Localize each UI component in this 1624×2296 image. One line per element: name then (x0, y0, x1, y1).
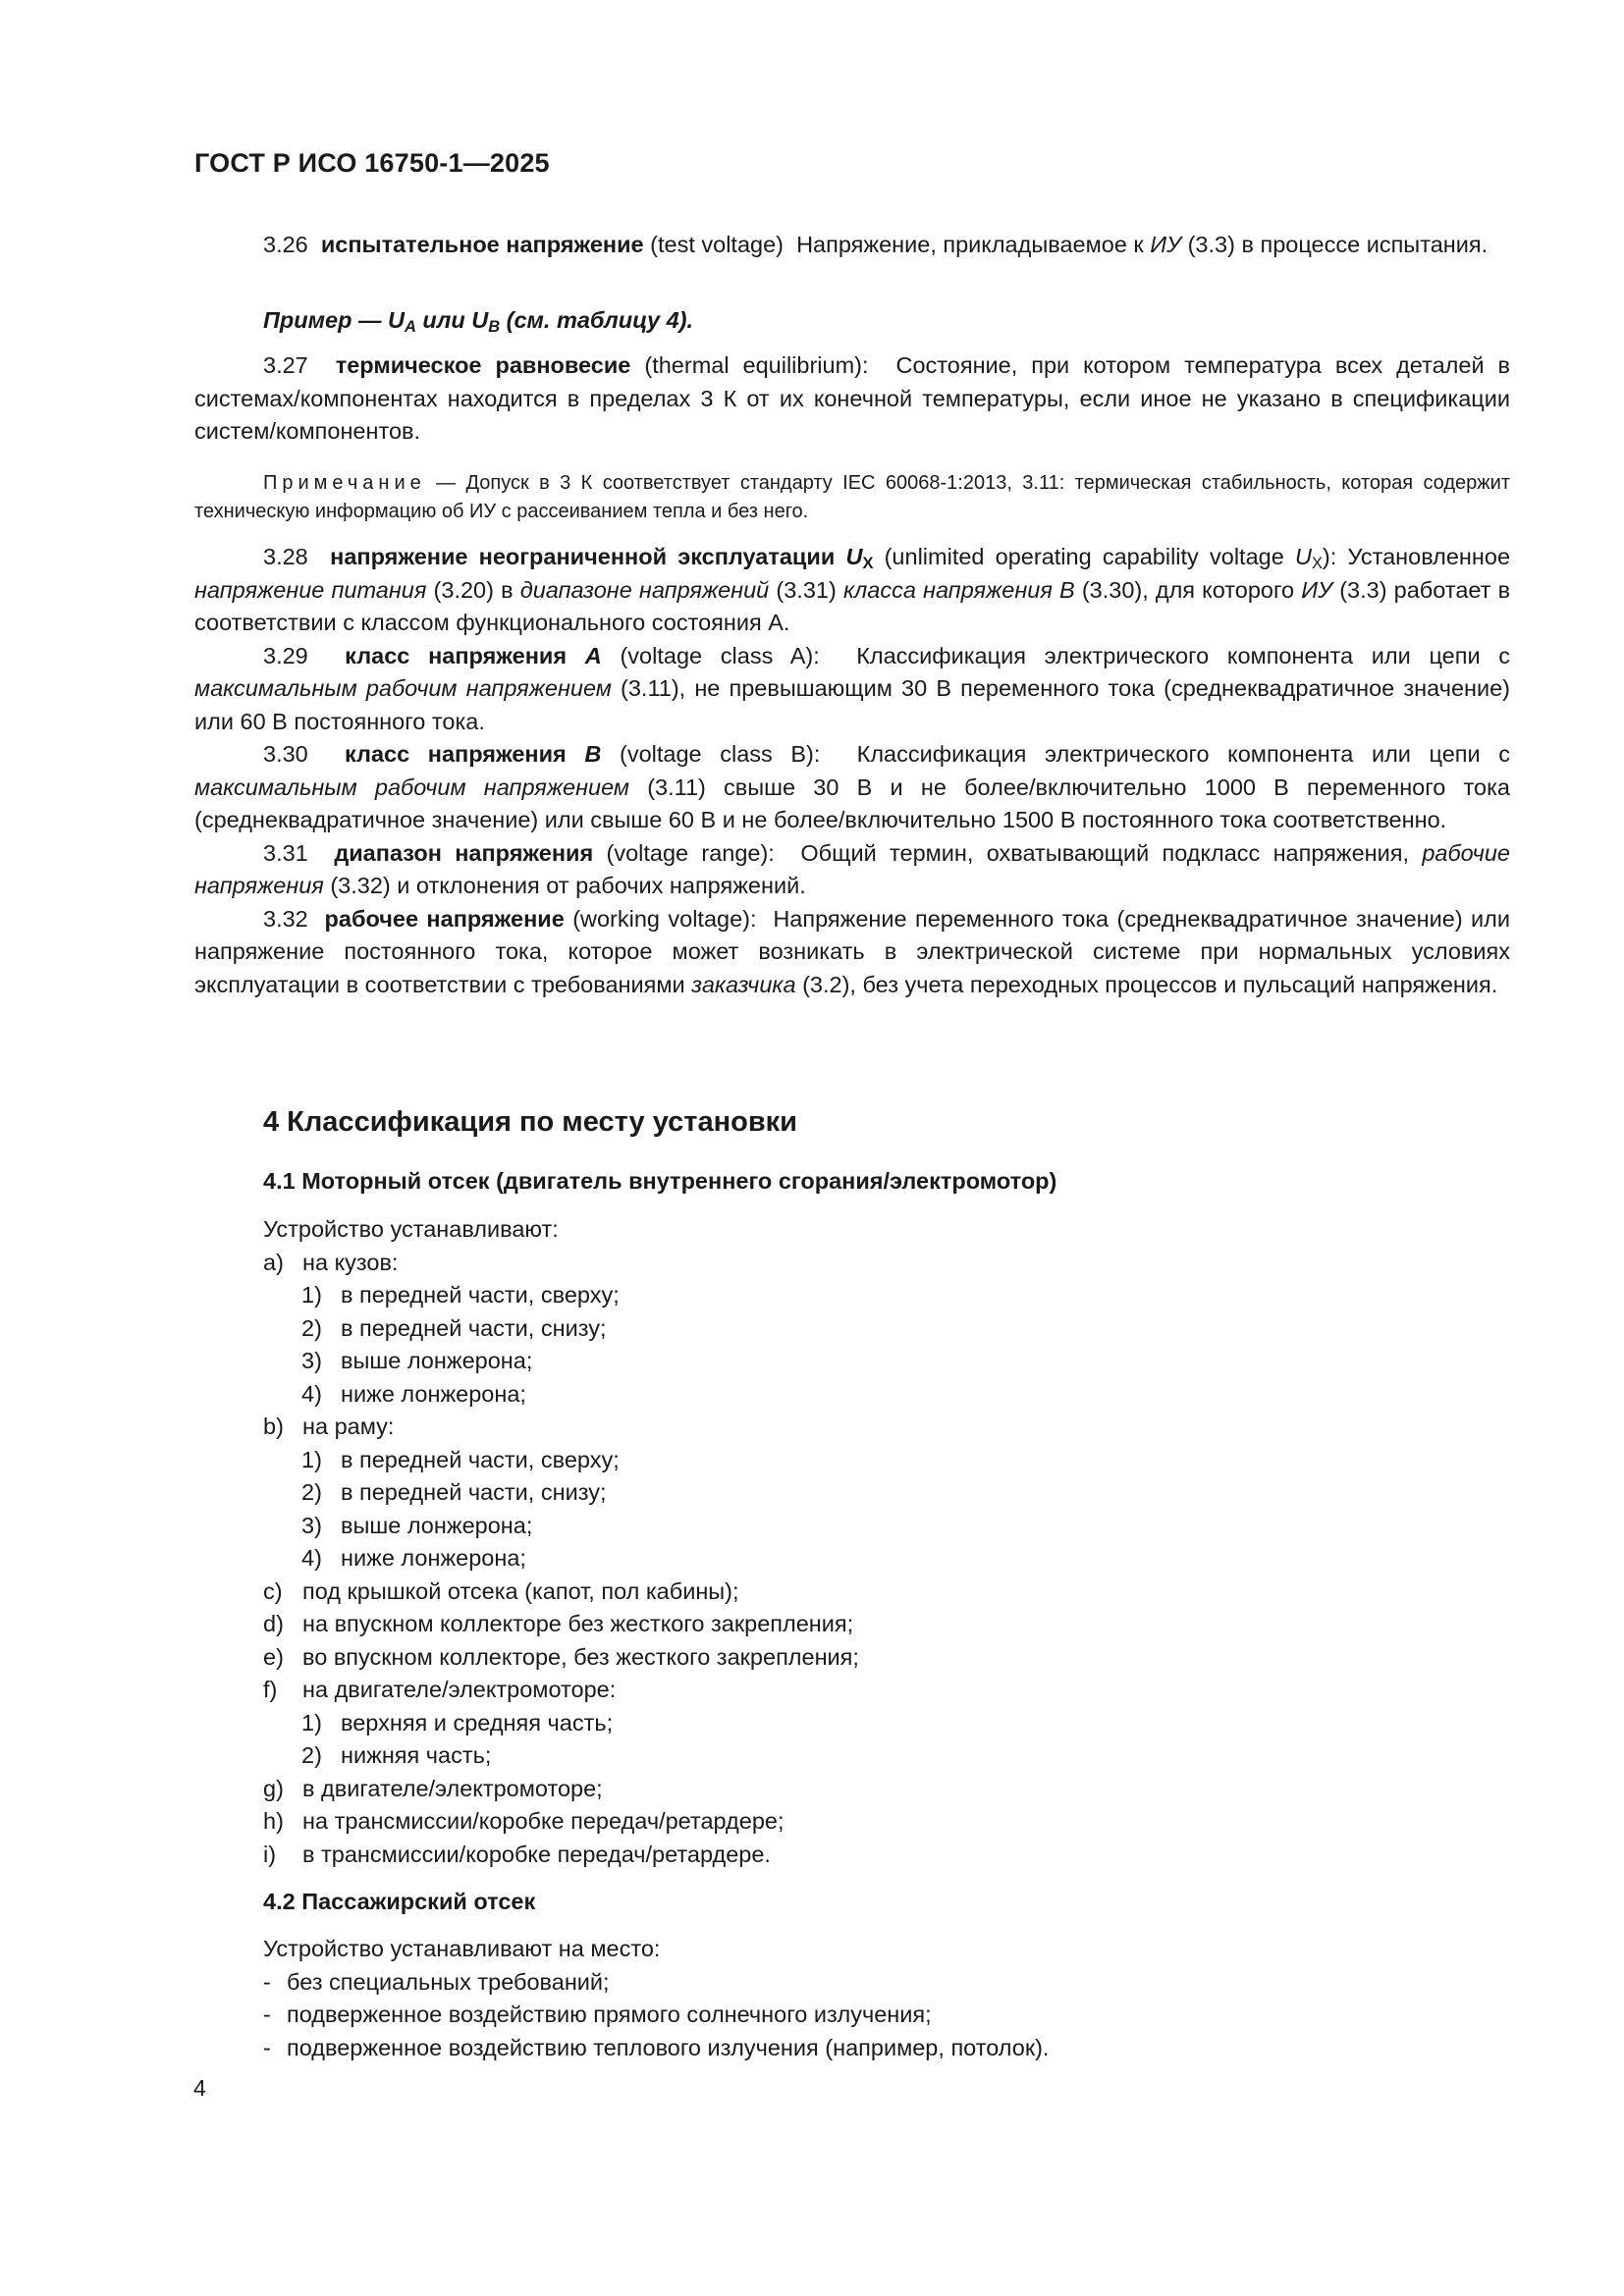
term-3-28 (194, 541, 1510, 640)
list-item (263, 1378, 859, 1412)
list-item (263, 1999, 1049, 2032)
def-ref: заказчика (691, 971, 796, 997)
list-item (263, 1312, 859, 1346)
list-marker: 3) (301, 1512, 322, 1538)
def-text: Установленное (1347, 544, 1511, 569)
term-letter: A (584, 642, 602, 668)
symbol-u: U (471, 307, 489, 333)
list-item-text: в передней части, снизу; (341, 1314, 607, 1341)
list-marker: 1) (301, 1446, 322, 1472)
document-header: ГОСТ Р ИСО 16750-1—2025 (194, 148, 550, 178)
dash-bullet-icon: - (263, 1968, 271, 1995)
list-item (263, 1773, 859, 1806)
term-3-32 (194, 903, 1510, 1002)
list-marker: 4) (301, 1545, 322, 1571)
list-item-text: в передней части, сверху; (341, 1446, 620, 1472)
list-item-text: во впускном коллекторе, без жесткого закрепления; (302, 1643, 859, 1670)
list-item (263, 1575, 859, 1609)
list-item (263, 1739, 859, 1773)
list-item-text: в трансмиссии/коробке передач/ретардере. (302, 1841, 771, 1867)
list-item (263, 1805, 859, 1839)
example-3-26 (194, 304, 1510, 338)
page-number: 4 (193, 2075, 206, 2101)
term-ref: ИУ (1150, 232, 1182, 257)
term-definition: Состояние, при котором температура всех деталей в системах/компонентах находится в пределах 3 К от их конечной температуры, если иное не указано в спецификации систем/компонентов. (194, 352, 1511, 444)
term-number: 3.32 (263, 905, 308, 932)
list-item-text: на трансмиссии/коробке передач/ретардере; (302, 1808, 785, 1834)
term-name: диапазон напряжения (334, 839, 594, 866)
def-ref: максимальным рабочим напряжением (194, 675, 612, 701)
term-3-30 (194, 738, 1510, 837)
list-item-text: под крышкой отсека (капот, пол кабины); (302, 1577, 739, 1604)
list-marker: d) (263, 1611, 284, 1636)
term-definition-tail: (3.3) в процессе испытания. (1187, 232, 1489, 257)
list-item (263, 1542, 859, 1575)
note-paragraph (194, 469, 1510, 526)
def-text: Классификация электрического компонента или цепи с (856, 741, 1511, 767)
terms-3-28-to-3-32 (194, 541, 1510, 1001)
list-item-text: на впускном коллекторе без жесткого закрепления; (302, 1611, 854, 1636)
list-item-text: верхняя и средняя часть; (341, 1709, 614, 1735)
list-item-text: в передней части, сверху; (341, 1282, 620, 1308)
list-item-text: в двигателе/электромоторе; (302, 1775, 603, 1801)
list-item-text: на кузов: (302, 1249, 399, 1275)
section-4-2-list (263, 1933, 1049, 2064)
list-item-text: подверженное воздействию прямого солнечного излучения; (287, 2002, 932, 2027)
list-marker: a) (263, 1249, 284, 1275)
list-marker: g) (263, 1775, 284, 1801)
list-item-text: без специальных требований; (287, 1968, 610, 1995)
list-marker: h) (263, 1808, 284, 1834)
list-item (263, 1510, 859, 1543)
list-marker: 2) (301, 1479, 322, 1505)
example-line (194, 304, 1510, 338)
term-number: 3.28 (263, 544, 308, 569)
list-item-text: подверженное воздействию теплового излучения (например, потолок). (287, 2034, 1050, 2060)
def-ref: диапазоне напряжений (519, 576, 770, 603)
example-tail: (см. таблицу 4). (500, 307, 694, 333)
list-marker: i) (263, 1841, 277, 1867)
example-prefix: Пример — (263, 307, 388, 333)
def-text: (3.11) свыше 30 В и не более/включительно 1000 В переменного тока (среднеквадратичное значение) или свыше 60 В и не более/включительно 1500 В постоянного тока соответственно. (194, 774, 1510, 832)
term-name: класс напряжения (344, 741, 567, 767)
list-marker: 2) (301, 1314, 322, 1341)
list-item (263, 1476, 859, 1510)
list-item-text: ниже лонжерона; (341, 1380, 526, 1407)
def-ref: рабочие напряжения (194, 839, 1510, 898)
dash-bullet-icon: - (263, 2002, 271, 2027)
term-number: 3.29 (263, 642, 308, 668)
term-english: (test voltage) (650, 232, 784, 257)
term-name: испытательное напряжение (320, 232, 644, 257)
term-3-26 (194, 229, 1510, 262)
dash-bullet-icon: - (263, 2034, 271, 2060)
list-items (263, 1966, 1049, 2065)
subscript-a: A (404, 318, 416, 337)
note-text: — Допуск в 3 К соответствует стандарту IEC 60068-1:2013, 3.11: термическая стабильность, которая содержит техническую информацию об ИУ с рассеиванием тепла и без него. (194, 472, 1510, 522)
list-item-text: выше лонжерона; (341, 1512, 533, 1538)
def-text: (3.30), для которого (1081, 576, 1295, 603)
list-item-text: ниже лонжерона; (341, 1545, 526, 1571)
term-english: (unlimited operating capability voltage (884, 544, 1284, 569)
list-marker: 1) (301, 1709, 322, 1735)
list-item-text: на двигателе/электромоторе: (302, 1677, 617, 1702)
section-4-heading: 4 Классификация по месту установки (263, 1106, 797, 1138)
list-items (263, 1247, 859, 1872)
term-english-close: ): (1322, 544, 1337, 569)
list-item (263, 1641, 859, 1675)
list-item-text: в передней части, снизу; (341, 1479, 607, 1505)
term-3-27 (194, 349, 1510, 449)
term-3-29 (194, 640, 1510, 739)
term-number: 3.30 (263, 741, 308, 767)
subscript-b: B (488, 318, 501, 337)
list-item (263, 1444, 859, 1477)
list-marker: 1) (301, 1282, 322, 1308)
def-text: (3.32) и отклонения от рабочих напряжений. (330, 873, 806, 898)
list-marker: e) (263, 1643, 284, 1670)
list-intro: Устройство устанавливают на место: (263, 1936, 661, 1961)
symbol-u: U (1294, 544, 1312, 569)
def-ref: максимальным рабочим напряжением (194, 774, 629, 800)
note-label: Примечание (263, 472, 426, 494)
term-name: рабочее напряжение (324, 905, 565, 932)
term-english: (voltage class A): (620, 642, 820, 668)
list-intro: Устройство устанавливают: (263, 1216, 559, 1242)
term-name: класс напряжения (345, 642, 568, 668)
list-marker: b) (263, 1414, 284, 1439)
term-number: 3.27 (263, 352, 308, 378)
term-name: напряжение неограниченной эксплуатации (330, 544, 836, 569)
note-3-27 (194, 469, 1510, 526)
section-4-2-heading: 4.2 Пассажирский отсек (263, 1889, 536, 1914)
def-text: (3.20) в (433, 576, 514, 603)
list-item (263, 1707, 859, 1740)
list-item (263, 1411, 859, 1444)
list-item (263, 1279, 859, 1312)
list-item (263, 1839, 859, 1872)
list-marker: c) (263, 1577, 283, 1604)
symbol-u: U (845, 544, 863, 569)
term-english: (voltage range): (606, 839, 775, 866)
subscript-x: X (862, 555, 874, 573)
list-item (263, 1345, 859, 1378)
def-ref: ИУ (1301, 576, 1333, 603)
example-mid: или (415, 307, 472, 333)
term-number: 3.26 (263, 232, 308, 257)
list-marker: f) (263, 1677, 278, 1702)
term-name: термическое равновесие (335, 352, 631, 378)
list-item (263, 1674, 859, 1707)
list-item (263, 1247, 859, 1280)
symbol-u: U (387, 307, 405, 333)
list-marker: 3) (301, 1348, 322, 1373)
def-text: Напряжение переменного тока (среднеквадратичное значение) или напряжение постоянного тока, которое может возникать в электрической системе при нормальных условиях эксплуатации в соответствии с требованиями (194, 905, 1511, 997)
term-english: (voltage class B): (620, 741, 821, 767)
subscript-x: X (1311, 555, 1323, 573)
list-marker: 2) (301, 1742, 322, 1768)
def-text: (3.11), не превышающим 30 В переменного тока (среднеквадратичное значение) или 60 В постоянного тока. (194, 675, 1511, 734)
def-text: (3.2), без учета переходных процессов и пульсаций напряжения. (802, 971, 1498, 997)
def-ref: напряжение питания (194, 576, 427, 603)
term-3-31 (194, 837, 1510, 903)
list-item (263, 1608, 859, 1641)
section-4-1-list (263, 1213, 859, 1871)
def-text: (3.31) (776, 576, 837, 603)
list-item (263, 1966, 1049, 2000)
term-definition: Напряжение, прикладываемое к (796, 232, 1144, 257)
list-item-text: нижняя часть; (341, 1742, 492, 1768)
list-item-text: на раму: (302, 1414, 395, 1439)
term-3-26-paragraph (194, 229, 1510, 262)
def-text: Классификация электрического компонента или цепи с (856, 642, 1511, 668)
list-item (263, 2032, 1049, 2065)
term-3-27-paragraph (194, 349, 1510, 449)
term-letter: B (584, 741, 602, 767)
def-text: (3.3) работает в соответствии с классом функционального состояния А. (194, 576, 1511, 635)
term-english: (thermal equilibrium): (644, 352, 869, 378)
term-number: 3.31 (263, 839, 308, 866)
list-item-text: выше лонжерона; (341, 1348, 533, 1373)
list-marker: 4) (301, 1380, 322, 1407)
def-ref: класса напряжения B (842, 576, 1075, 603)
def-text: Общий термин, охватывающий подкласс напряжения, (800, 839, 1410, 866)
section-4-1-heading: 4.1 Моторный отсек (двигатель внутреннего сгорания/электромотор) (263, 1168, 1057, 1194)
term-english: (working voltage): (572, 905, 757, 932)
